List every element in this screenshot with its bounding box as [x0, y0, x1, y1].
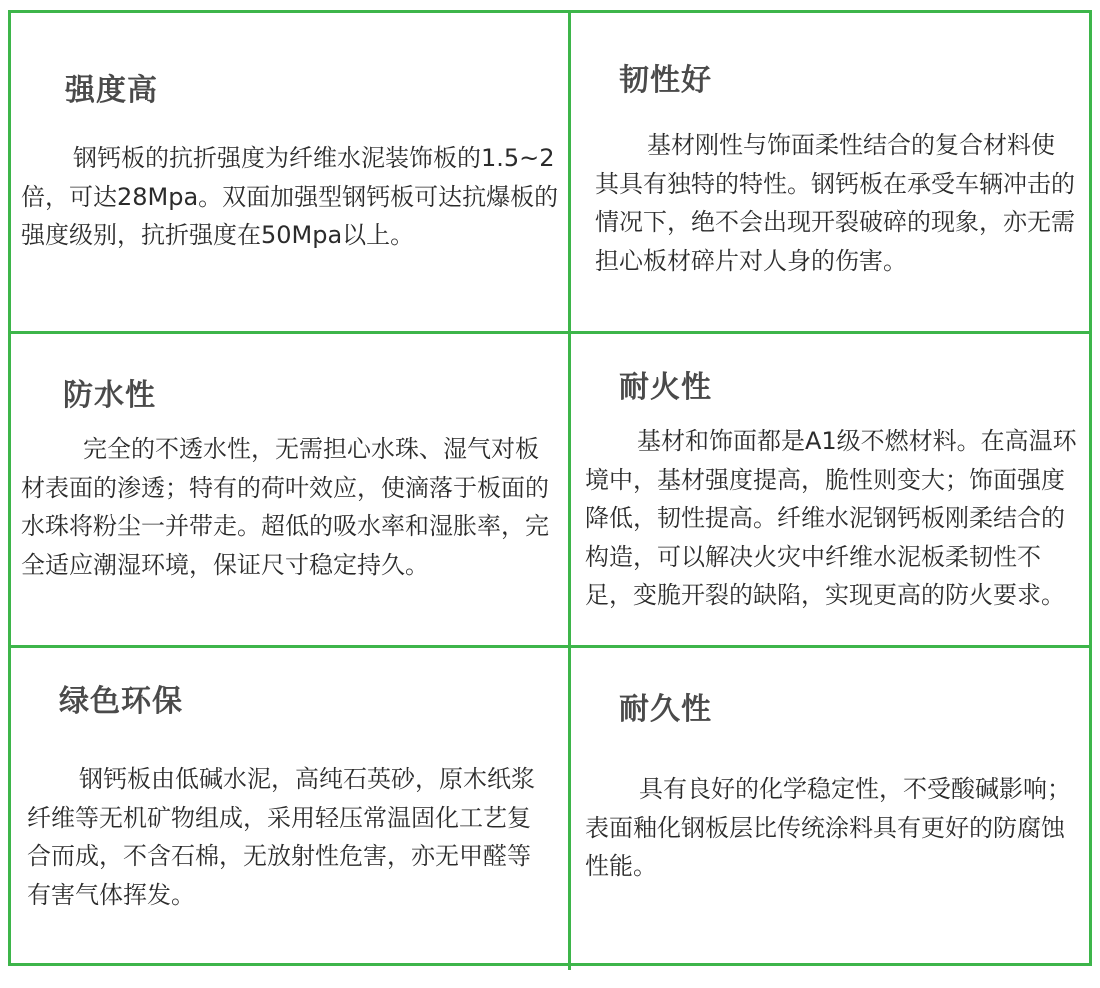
feature-title: 强度高	[65, 73, 158, 108]
feature-cell-eco-friendly	[11, 648, 568, 963]
feature-cell-strength	[11, 13, 568, 331]
feature-description: 基材刚性与饰面柔性结合的复合材料使其具有独特的特性。钢钙板在承受车辆冲击的情况下，绝不会出现开裂破碎的现象，亦无需担心板材碎片对人身的伤害。	[595, 131, 1075, 275]
feature-description: 具有良好的化学稳定性，不受酸碱影响；表面釉化钢板层比传统涂料具有更好的防腐蚀性能。	[585, 775, 1071, 880]
feature-description: 钢钙板的抗折强度为纤维水泥装饰板的1.5~2倍，可达28Mpa。双面加强型钢钙板可达抗爆板的强度级别，抗折强度在50Mpa以上。	[21, 144, 559, 249]
feature-description: 基材和饰面都是A1级不燃材料。在高温环境中，基材强度提高，脆性则变大；饰面强度降低，韧性提高。纤维水泥钢钙板刚柔结合的构造，可以解决火灾中纤维水泥板柔韧性不足，变脆开裂的缺陷，实现更高的防火要求。	[585, 427, 1077, 609]
feature-title: 防水性	[63, 378, 156, 413]
feature-description: 完全的不透水性，无需担心水珠、湿气对板材表面的渗透；特有的荷叶效应，使滴落于板面的水珠将粉尘一并带走。超低的吸水率和湿胀率，完全适应潮湿环境，保证尺寸稳定持久。	[21, 435, 549, 579]
feature-title: 韧性好	[619, 63, 712, 98]
feature-title: 绿色环保	[59, 684, 183, 719]
feature-cell-durability	[571, 648, 1089, 963]
feature-title: 耐久性	[619, 692, 712, 727]
feature-cell-waterproof	[11, 334, 568, 645]
feature-description: 钢钙板由低碱水泥，高纯石英砂，原木纸浆纤维等无机矿物组成，采用轻压常温固化工艺复合而成，不含石棉，无放射性危害，亦无甲醛等有害气体挥发。	[27, 765, 535, 909]
feature-cell-fire-resistance	[571, 334, 1089, 645]
feature-cell-toughness	[571, 13, 1089, 331]
feature-title: 耐火性	[619, 370, 712, 405]
